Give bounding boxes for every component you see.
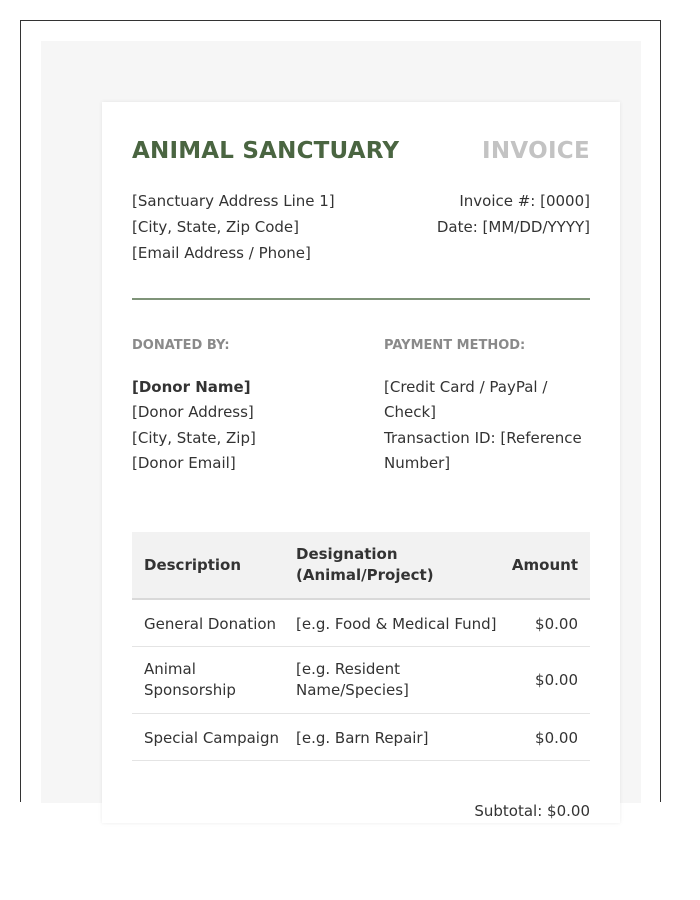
document-type-title: INVOICE: [481, 138, 590, 164]
payment-line-1: [Credit Card / PayPal /: [384, 378, 548, 396]
header-divider: [132, 298, 590, 300]
row-amount: $0.00: [535, 671, 578, 689]
invoice-paper: [102, 102, 620, 823]
header-description: Description: [144, 556, 242, 574]
payment-line-3: Transaction ID: [Reference: [384, 429, 582, 447]
row-designation-line-2: Name/Species]: [296, 681, 409, 699]
row-designation: [e.g. Barn Repair]: [296, 729, 429, 747]
row-description-line-1: Animal: [144, 660, 196, 678]
donor-address: [Donor Address]: [132, 403, 254, 421]
row-description-line-2: Sponsorship: [144, 681, 236, 699]
row-amount: $0.00: [535, 615, 578, 633]
invoice-date: Date: [MM/DD/YYYY]: [436, 218, 590, 236]
row-designation: [e.g. Food & Medical Fund]: [296, 615, 497, 633]
payment-line-4: Number]: [384, 454, 451, 472]
address-line-1: [Sanctuary Address Line 1]: [132, 192, 335, 210]
donor-name: [Donor Name]: [132, 378, 251, 396]
table-row: [132, 647, 590, 714]
payment-method-label: PAYMENT METHOD:: [384, 338, 526, 353]
donor-city: [City, State, Zip]: [132, 429, 256, 447]
address-line-3: [Email Address / Phone]: [132, 244, 311, 262]
header-designation-line-2: (Animal/Project): [296, 566, 434, 584]
header-designation-line-1: Designation: [296, 545, 398, 563]
invoice-number: Invoice #: [0000]: [459, 192, 590, 210]
table-row: [132, 600, 590, 647]
row-description: General Donation: [144, 615, 277, 633]
table-header: [132, 532, 590, 600]
donor-email: [Donor Email]: [132, 454, 236, 472]
address-line-2: [City, State, Zip Code]: [132, 218, 300, 236]
row-amount: $0.00: [535, 729, 578, 747]
table-row: [132, 714, 590, 761]
header-amount: Amount: [511, 556, 578, 574]
subtotal: Subtotal: $0.00: [474, 802, 590, 820]
payment-line-2: Check]: [384, 403, 436, 421]
document-frame: [20, 20, 661, 820]
row-description: Special Campaign: [144, 729, 279, 747]
donation-table: [132, 532, 590, 761]
donated-by-label: DONATED BY:: [132, 338, 230, 353]
row-designation-line-1: [e.g. Resident: [296, 660, 401, 678]
organization-name: ANIMAL SANCTUARY: [132, 138, 400, 164]
page-background: [41, 41, 641, 820]
